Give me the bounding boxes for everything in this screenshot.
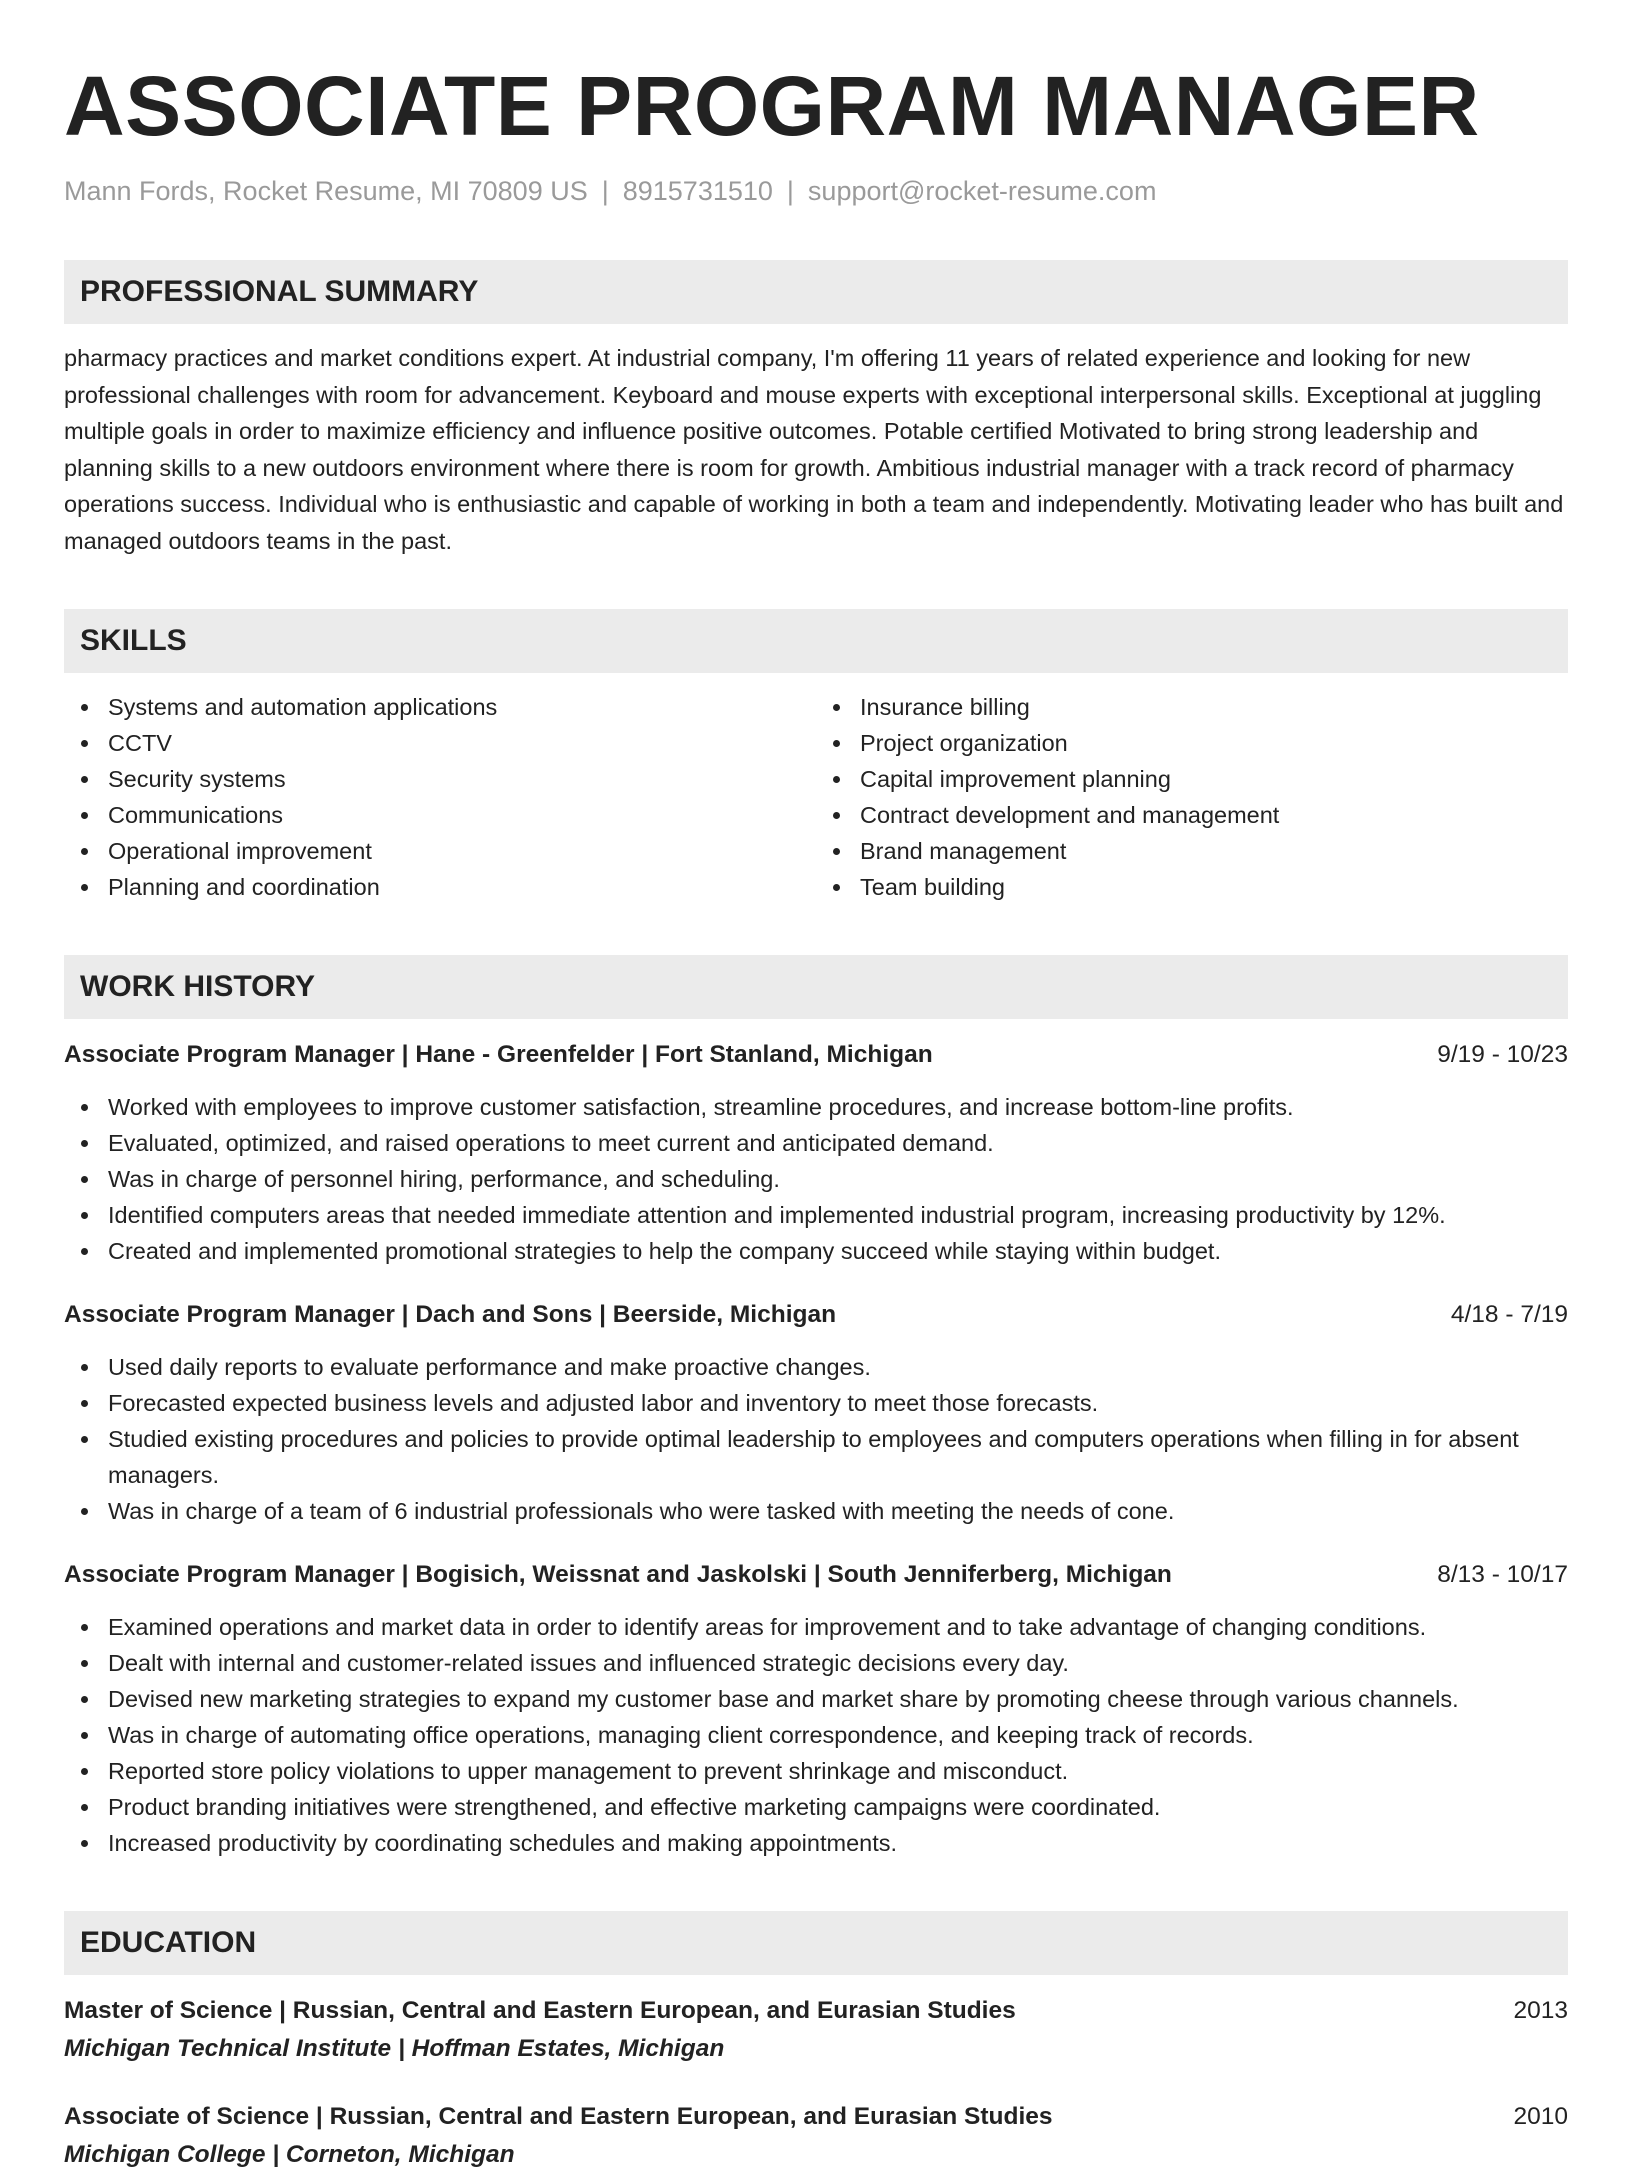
education-entry (64, 1993, 1568, 2069)
skill-item: Team building (860, 869, 1568, 905)
education-school: Michigan Technical Institute | Hoffman Estates, Michigan (64, 2035, 725, 2062)
job-bullet: Increased productivity by coordinating schedules and making appointments. (108, 1825, 1568, 1861)
education-school: Michigan College | Corneton, Michigan (64, 2141, 515, 2168)
job-entry (64, 1037, 1568, 1269)
contact-phone: 8915731510 (622, 176, 773, 206)
contact-separator: | (601, 176, 609, 206)
job-bullet: Dealt with internal and customer-related issues and influenced strategic decisions every day. (108, 1645, 1568, 1681)
job-dates: 4/18 - 7/19 (1450, 1301, 1568, 1328)
resume-page (64, 0, 1568, 2175)
job-dates: 8/13 - 10/17 (1437, 1561, 1568, 1588)
section-header-work-history: WORK HISTORY (64, 955, 1568, 1019)
education-degree: Associate of Science | Russian, Central and Eastern European, and Eurasian Studies (64, 2103, 1053, 2130)
skill-item: Contract development and management (860, 797, 1568, 833)
education-year: 2013 (1513, 1997, 1568, 2024)
contact-separator: | (786, 176, 794, 206)
job-bullet: Created and implemented promotional strategies to help the company succeed while staying within budget. (108, 1233, 1568, 1269)
skills-list (64, 689, 1568, 905)
skills-column-left (64, 689, 816, 905)
education-header (64, 2099, 1568, 2135)
job-entry (64, 1557, 1568, 1861)
job-bullet: Was in charge of a team of 6 industrial professionals who were tasked with meeting the needs of cone. (108, 1493, 1568, 1529)
skill-item: Capital improvement planning (860, 761, 1568, 797)
contact-line (64, 174, 1568, 208)
skill-item: Systems and automation applications (108, 689, 816, 725)
job-bullet: Devised new marketing strategies to expand my customer base and market share by promoting cheese through various channels. (108, 1681, 1568, 1717)
job-bullet: Forecasted expected business levels and adjusted labor and inventory to meet those forecasts. (108, 1385, 1568, 1421)
job-bullet: Examined operations and market data in order to identify areas for improvement and to take advantage of changing conditions. (108, 1609, 1568, 1645)
job-bullets (64, 1089, 1568, 1269)
skill-item: Brand management (860, 833, 1568, 869)
contact-email: support@rocket-resume.com (807, 176, 1157, 206)
education-header (64, 1993, 1568, 2029)
job-dates: 9/19 - 10/23 (1437, 1041, 1568, 1068)
skill-item: Insurance billing (860, 689, 1568, 725)
education-entry (64, 2099, 1568, 2175)
job-title: Associate Program Manager | Dach and Sons | Beerside, Michigan (64, 1301, 837, 1328)
job-header (64, 1297, 1568, 1333)
skill-item: Communications (108, 797, 816, 833)
skill-item: CCTV (108, 725, 816, 761)
job-bullet: Identified computers areas that needed immediate attention and implemented industrial program, increasing productivity by 12%. (108, 1197, 1568, 1233)
job-bullet: Product branding initiatives were strengthened, and effective marketing campaigns were coordinated. (108, 1789, 1568, 1825)
job-bullet: Evaluated, optimized, and raised operations to meet current and anticipated demand. (108, 1125, 1568, 1161)
skill-item: Security systems (108, 761, 816, 797)
education-degree: Master of Science | Russian, Central and Eastern European, and Eurasian Studies (64, 1997, 1016, 2024)
job-header (64, 1557, 1568, 1593)
job-bullet: Was in charge of personnel hiring, performance, and scheduling. (108, 1161, 1568, 1197)
job-bullets (64, 1609, 1568, 1861)
job-bullet: Used daily reports to evaluate performance and make proactive changes. (108, 1349, 1568, 1385)
job-bullet: Was in charge of automating office operations, managing client correspondence, and keeping track of records. (108, 1717, 1568, 1753)
education-year: 2010 (1513, 2103, 1568, 2130)
contact-address: Mann Fords, Rocket Resume, MI 70809 US (64, 176, 588, 206)
job-bullet: Studied existing procedures and policies to provide optimal leadership to employees and computers operations when filling in for absent managers. (108, 1421, 1568, 1493)
skills-column-right (816, 689, 1568, 905)
section-header-education: EDUCATION (64, 1911, 1568, 1975)
skill-item: Project organization (860, 725, 1568, 761)
job-title: Associate Program Manager | Bogisich, Weissnat and Jaskolski | South Jenniferberg, Michigan (64, 1561, 1172, 1588)
job-bullet: Reported store policy violations to upper management to prevent shrinkage and misconduct. (108, 1753, 1568, 1789)
job-bullets (64, 1349, 1568, 1529)
job-bullet: Worked with employees to improve customer satisfaction, streamline procedures, and increase bottom-line profits. (108, 1089, 1568, 1125)
section-header-skills: SKILLS (64, 609, 1568, 673)
job-entry (64, 1297, 1568, 1529)
resume-name: ASSOCIATE PROGRAM MANAGER (64, 59, 1480, 153)
summary-text: pharmacy practices and market conditions expert. At industrial company, I'm offering 11 years of related experience and looking for new professional challenges with room for advancement. Keyboard and mouse experts with exceptional interpersonal skills. Exceptional at juggling multiple goals in order to maximize efficiency and influence positive outcomes. Potable certified Motivated to bring strong leadership and planning skills to a new outdoors environment where there is room for growth. Ambitious industrial manager with a track record of pharmacy operations success. Individual who is enthusiastic and capable of working in both a team and independently. Motivating leader who has built and managed outdoors teams in the past. (64, 345, 1564, 554)
skill-item: Operational improvement (108, 833, 816, 869)
section-header-summary: PROFESSIONAL SUMMARY (64, 260, 1568, 324)
job-title: Associate Program Manager | Hane - Greenfelder | Fort Stanland, Michigan (64, 1041, 933, 1068)
job-header (64, 1037, 1568, 1073)
skill-item: Planning and coordination (108, 869, 816, 905)
